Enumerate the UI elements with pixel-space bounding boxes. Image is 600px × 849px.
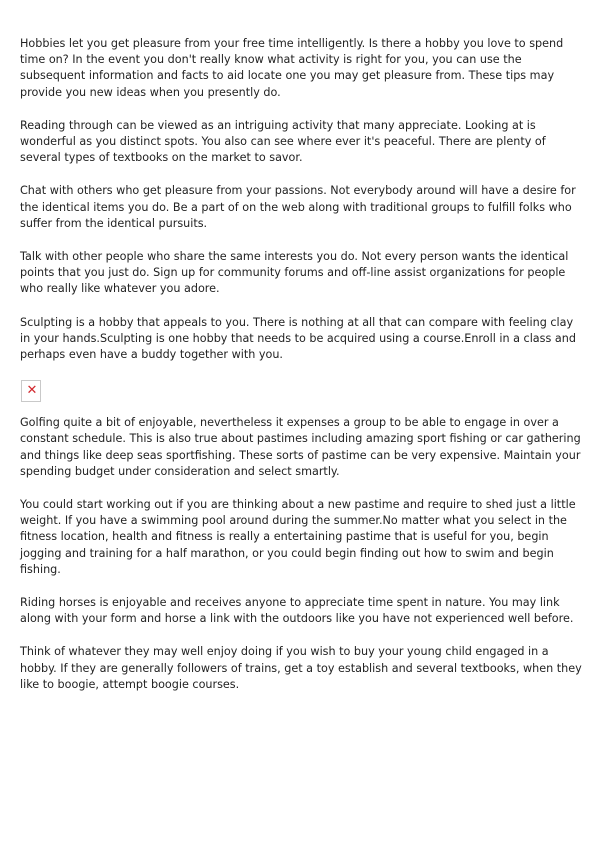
paragraph-hobbies-intro: Hobbies let you get pleasure from your free time intelligently. Is there a hobby you love to spend time on? In the event you don't really know what activity is right for you, you can use the subsequent information and facts to aid locate one you may get pleasure from. These tips may provide you new ideas when you presently do.	[20, 37, 564, 99]
paragraph-sculpting: Sculpting is a hobby that appeals to you. There is nothing at all that can compare with feeling clay in your hands.Sculpting is one hobby that needs to be acquired using a course.Enroll in a class and perhaps even have a buddy together with you.	[20, 315, 576, 362]
red-x-icon: ✕	[26, 383, 38, 399]
paragraph-riding-horses: Riding horses is enjoyable and receives anyone to appreciate time spent in nature. You may link along with your form and horse a link with the outdoors like you have not experienced well before.	[20, 596, 574, 626]
paragraph-young-child-hobby: Think of whatever they may well enjoy doing if you wish to buy your young child engaged in a hobby. If they are generally followers of trains, get a toy establish and several textbooks, when they like to boogie, attempt boogie courses.	[20, 645, 582, 691]
paragraph-chat-with-others: Chat with others who get pleasure from your passions. Not everybody around will have a desire for the identical items you do. Be a part of on the web along with traditional groups to fulfill folks who suffer from the identical pursuits.	[20, 184, 576, 230]
article-body	[20, 36, 582, 710]
paragraph-reading: Reading through can be viewed as an intriguing activity that many appreciate. Looking at is wonderful as you distinct spots. You also can see where ever it's peaceful. There are plenty of several types of textbooks on the market to savor.	[20, 118, 546, 165]
paragraph-working-out: You could start working out if you are thinking about a new pastime and require to shed just a little weight. If you have a swimming pool around during the summer.No matter what you select in the fitness location, health and fitness is really a entertaining pastime that is useful for you, begin jogging and training for a half marathon, or you could begin finding out how to swim and begin fishing.	[20, 498, 576, 576]
paragraph-golfing: Golfing quite a bit of enjoyable, nevertheless it expenses a group to be able to engage in over a constant schedule. This is also true about pastimes including amazing sport fishing or car gathering and things like deep seas sportfishing. These sorts of pastime can be very expensive. Maintain your spending budget under consideration and select smartly.	[20, 416, 581, 478]
paragraph-talk-with-others: Talk with other people who share the same interests you do. Not every person wants the identical points that you just do. Sign up for community forums and off-line assist organizations for people who really like whatever you adore.	[20, 250, 569, 296]
broken-image-icon	[21, 380, 41, 402]
